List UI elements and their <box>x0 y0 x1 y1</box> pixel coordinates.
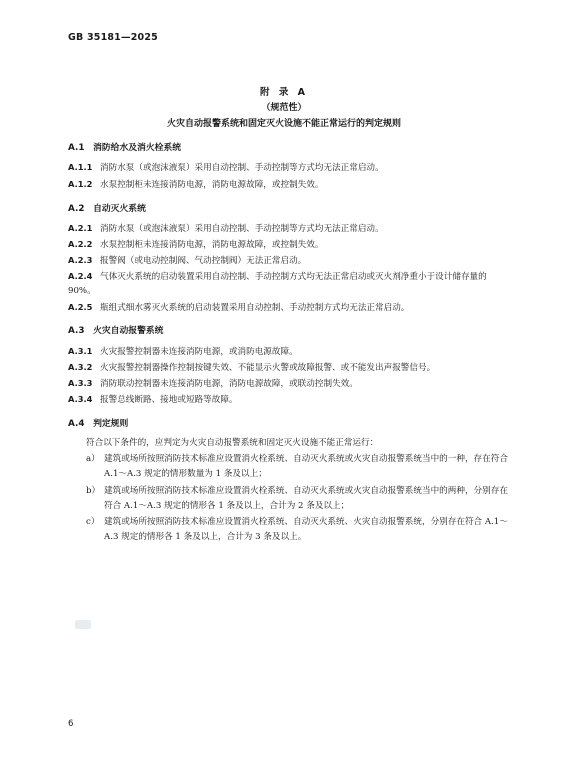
clause-text: 瓶组式细水雾灭火系统的启动装置采用自动控制、手动控制方式均无法正常启动。 <box>100 303 410 313</box>
clause-a-1-1 <box>68 160 508 175</box>
section-title: 判定规则 <box>93 419 129 429</box>
clause-text: 消防联动控制器未连接消防电源，消防电源故障，或联动控制失效。 <box>100 379 358 389</box>
clause-a-2-5 <box>68 300 508 315</box>
watermark-icon <box>75 620 91 629</box>
clause-a-3-1 <box>68 344 508 359</box>
section-heading-a2 <box>68 201 146 214</box>
clause-number: A.1.2 <box>68 179 93 189</box>
annex-nature: （规范性） <box>261 103 307 113</box>
item-label: c） <box>86 517 100 527</box>
rule-item-b <box>86 484 508 513</box>
clause-text: 消防水泵（或泡沫液泵）采用自动控制、手动控制等方式均无法正常启动。 <box>100 163 384 173</box>
item-label: a） <box>86 454 100 464</box>
section-number: A.1 <box>68 143 85 153</box>
clause-text: 水泵控制柜未连接消防电源，消防电源故障，或控制失效。 <box>100 180 324 190</box>
clause-a-3-2 <box>68 360 508 375</box>
clause-text: 火灾报警控制器操作控制按键失效、不能显示火警或故障报警、或不能发出声报警信号。 <box>100 363 436 373</box>
section-title: 消防给水及消火栓系统 <box>93 143 182 153</box>
section-heading-a3 <box>68 323 163 336</box>
clause-text: 水泵控制柜未连接消防电源，消防电源故障，或控制失效。 <box>100 240 324 250</box>
annex-caption: 火灾自动报警系统和固定灭火设施不能正常运行的判定规则 <box>166 119 401 129</box>
clause-a-2-3 <box>68 253 508 268</box>
rule-item-c <box>86 515 508 544</box>
clause-a-2-4 <box>68 269 508 298</box>
clause-a-1-2 <box>68 177 508 192</box>
section-title: 自动灭火系统 <box>93 204 146 214</box>
item-text: 建筑或场所按照消防技术标准应设置消火栓系统、自动灭火系统或火灾自动报警系统当中的两种，分别存在符合 A.1～A.3 规定的情形各 1 条及以上，合计为 2 条及以上； <box>104 486 508 511</box>
section-heading-a1 <box>68 140 181 153</box>
clause-text: 火灾报警控制器未连接消防电源，或消防电源故障。 <box>100 347 298 357</box>
section-heading-a4 <box>68 416 128 429</box>
clause-number: A.3.1 <box>68 346 93 356</box>
clause-text: 消防水泵（或泡沫液泵）采用自动控制、手动控制等方式均无法正常启动。 <box>100 224 384 234</box>
clause-number: A.3.3 <box>68 378 93 388</box>
item-text: 建筑或场所按照消防技术标准应设置消火栓系统、自动灭火系统或火灾自动报警系统当中的一种，存在符合 A.1～A.3 规定的情形数量为 1 条及以上； <box>104 454 508 479</box>
clause-number: A.2.2 <box>68 239 93 249</box>
section-number: A.4 <box>68 419 85 429</box>
clause-number: A.2.4 <box>68 271 93 281</box>
clause-number: A.1.1 <box>68 162 93 172</box>
rule-item-a <box>86 452 508 481</box>
rules-intro: 符合以下条件的，应判定为火灾自动报警系统和固定灭火设施不能正常运行： <box>86 438 379 448</box>
page-number: 6 <box>68 719 74 729</box>
clause-a-3-4 <box>68 392 508 407</box>
annex-title: 附 录 A <box>260 87 308 98</box>
clause-a-2-1 <box>68 221 508 236</box>
clause-text: 报警总线断路、接地或短路等故障。 <box>100 395 238 405</box>
clause-text: 气体灭火系统的启动装置采用自动控制、手动控制方式均无法正常启动或灭火剂净重小于设计储存量的 90%。 <box>68 272 487 296</box>
section-number: A.2 <box>68 204 85 214</box>
clause-number: A.2.3 <box>68 255 93 265</box>
clause-number: A.2.5 <box>68 302 93 312</box>
clause-a-3-3 <box>68 376 508 391</box>
clause-number: A.3.2 <box>68 362 93 372</box>
clause-a-2-2 <box>68 237 508 252</box>
clause-number: A.2.1 <box>68 223 93 233</box>
section-title: 火灾自动报警系统 <box>93 326 164 336</box>
item-label: b） <box>86 486 101 496</box>
item-text: 建筑或场所按照消防技术标准应设置消火栓系统、自动灭火系统、火灾自动报警系统，分别存在符合 A.1～A.3 规定的情形各 1 条及以上，合计为 3 条及以上。 <box>104 517 508 542</box>
standard-code: GB 35181—2025 <box>68 32 158 43</box>
section-number: A.3 <box>68 326 85 336</box>
clause-text: 报警阀（或电动控制阀、气动控制阀）无法正常启动。 <box>100 256 307 266</box>
clause-number: A.3.4 <box>68 394 93 404</box>
